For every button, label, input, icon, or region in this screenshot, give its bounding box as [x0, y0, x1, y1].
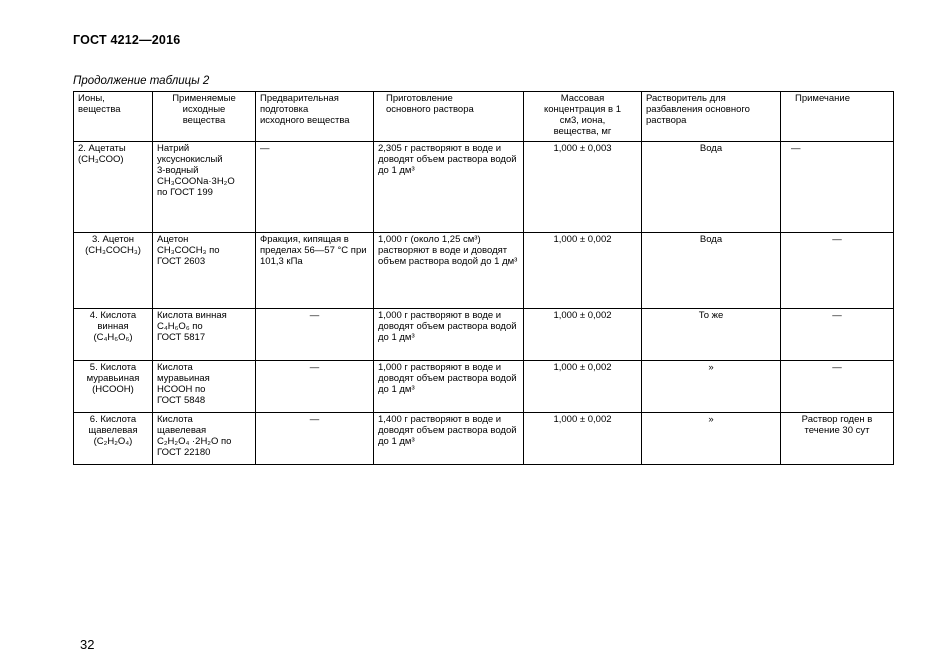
cell-source: Кислота щавелевая C₂H₂O₄ ·2H₂O по ГОСТ 22180	[153, 413, 256, 465]
column-header-source: Применяемые исходные вещества	[153, 92, 256, 142]
cell-solution: 1,000 г растворяют в воде и доводят объем раствора водой до 1 дм³	[374, 361, 524, 413]
cell-note: —	[781, 361, 894, 413]
cell-solution: 1,000 г растворяют в воде и доводят объем раствора водой до 1 дм³	[374, 309, 524, 361]
cell-ion: 5. Кислота муравьиная (HCOOH)	[74, 361, 153, 413]
cell-prep: —	[256, 309, 374, 361]
cell-solvent: Вода	[642, 233, 781, 309]
cell-concentration: 1,000 ± 0,002	[524, 413, 642, 465]
cell-solvent: »	[642, 413, 781, 465]
page-number: 32	[80, 637, 95, 652]
cell-ion: 4. Кислота винная (C₄H₆O₆)	[74, 309, 153, 361]
cell-solution: 2,305 г растворяют в воде и доводят объем раствора водой до 1 дм³	[374, 142, 524, 233]
table-caption: Продолжение таблицы 2	[73, 75, 210, 87]
cell-source: Натрий уксуснокислый 3-водный CH₃COONa·3H₂O по ГОСТ 199	[153, 142, 256, 233]
column-header-ions: Ионы, вещества	[74, 92, 153, 142]
cell-solvent: То же	[642, 309, 781, 361]
document-code: ГОСТ 4212—2016	[73, 33, 181, 47]
cell-prep: —	[256, 361, 374, 413]
table-row	[74, 361, 894, 413]
column-header-solution: Приготовление основного раствора	[374, 92, 524, 142]
cell-solution: 1,400 г растворяют в воде и доводят объем раствора водой до 1 дм³	[374, 413, 524, 465]
cell-solvent: »	[642, 361, 781, 413]
cell-solution: 1,000 г (около 1,25 см³) растворяют в воде и доводят объем раствора водой до 1 дм³	[374, 233, 524, 309]
cell-prep: Фракция, кипящая в пределах 56—57 °С при 101,3 кПа	[256, 233, 374, 309]
cell-ion: 6. Кислота щавелевая (C₂H₂O₄)	[74, 413, 153, 465]
cell-solvent: Вода	[642, 142, 781, 233]
cell-ion: 2. Ацетаты (CH₃COO)	[74, 142, 153, 233]
cell-concentration: 1,000 ± 0,002	[524, 309, 642, 361]
cell-prep: —	[256, 413, 374, 465]
column-header-solvent: Растворитель для разбавления основного раствора	[642, 92, 781, 142]
cell-concentration: 1,000 ± 0,002	[524, 361, 642, 413]
column-header-prep: Предварительная подготовка исходного вещества	[256, 92, 374, 142]
cell-note: —	[781, 309, 894, 361]
reagent-table	[73, 91, 894, 465]
cell-source: Ацетон CH₃COCH₃ по ГОСТ 2603	[153, 233, 256, 309]
cell-concentration: 1,000 ± 0,003	[524, 142, 642, 233]
column-header-note: Примечание	[781, 92, 894, 142]
table-row	[74, 309, 894, 361]
cell-note: —	[781, 142, 894, 233]
table-row	[74, 142, 894, 233]
cell-note: Раствор годен в течение 30 сут	[781, 413, 894, 465]
cell-source: Кислота винная C₄H₆O₆ по ГОСТ 5817	[153, 309, 256, 361]
table-row	[74, 233, 894, 309]
cell-source: Кислота муравьиная HCOOH по ГОСТ 5848	[153, 361, 256, 413]
cell-note: —	[781, 233, 894, 309]
table-row	[74, 413, 894, 465]
table-header-row	[74, 92, 894, 142]
column-header-concentration: Массовая концентрация в 1 см3, иона, вещества, мг	[524, 92, 642, 142]
cell-concentration: 1,000 ± 0,002	[524, 233, 642, 309]
cell-prep: —	[256, 142, 374, 233]
cell-ion: 3. Ацетон (CH₃COCH₃)	[74, 233, 153, 309]
